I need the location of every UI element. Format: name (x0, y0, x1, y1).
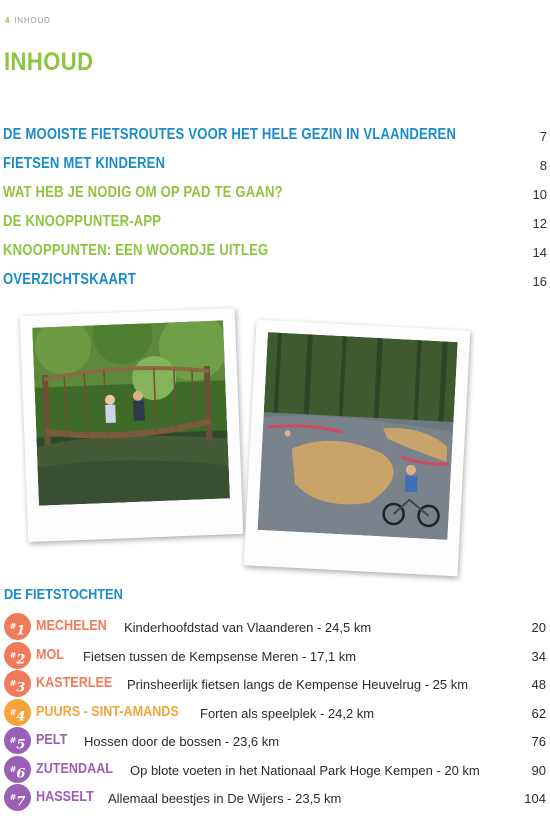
route-number-badge: #7 (4, 784, 31, 811)
route-entry[interactable] (4, 783, 546, 812)
toc-entry-title: OVERZICHTSKAART (3, 271, 136, 288)
route-page: 34 (531, 648, 546, 664)
route-page: 76 (531, 734, 546, 749)
route-description: Forten als speelplek - 24,2 km (200, 705, 375, 721)
running-header (5, 16, 51, 25)
polaroid-photo-pump-track (244, 320, 471, 577)
route-description: Prinsheerlijk fietsen langs de Kempense Heuvelrug - 25 km (127, 677, 469, 692)
toc-entry-title: FIETSEN MET KINDEREN (3, 155, 166, 172)
route-entry[interactable] (4, 641, 546, 670)
toc-entry-title: DE MOOISTE FIETSROUTES VOOR HET HELE GEZIN IN VLAANDEREN (3, 126, 457, 143)
route-page: 90 (531, 762, 546, 778)
route-page: 104 (524, 791, 546, 806)
route-number-badge: #5 (4, 727, 31, 754)
route-city: ZUTENDAAL (36, 759, 113, 777)
toc-entry-page: 8 (539, 158, 547, 173)
header-page-number: 4 (5, 16, 11, 25)
route-list (4, 612, 546, 812)
route-entry[interactable] (4, 612, 546, 641)
route-number-badge: #3 (4, 670, 31, 697)
header-section: INHOUD (14, 16, 51, 25)
toc-entry[interactable] (3, 269, 547, 298)
route-number-badge: #1 (4, 613, 31, 640)
route-description: Kinderhoofdstad van Vlaanderen - 24,5 km (124, 620, 372, 635)
toc-entry-title: KNOOPPUNTEN: EEN WOORDJE UITLEG (3, 242, 269, 259)
photo-forest-bridge (32, 320, 230, 505)
route-description: Fietsen tussen de Kempsense Meren - 17,1 km (83, 648, 357, 664)
photo-pump-track (258, 332, 458, 540)
route-city: KASTERLEE (36, 674, 113, 691)
route-city: MECHELEN (36, 617, 107, 634)
toc-entry[interactable] (3, 124, 547, 153)
toc-entry-title: WAT HEB JE NODIG OM OP PAD TE GAAN? (3, 184, 283, 201)
route-number-badge: #6 (4, 756, 31, 783)
route-page: 62 (531, 705, 546, 721)
route-number-badge: #2 (4, 642, 31, 669)
route-city: MOL (36, 645, 64, 663)
route-city: PUURS - SINT-AMANDS (36, 702, 179, 720)
route-entry[interactable] (4, 755, 546, 784)
page-title: INHOUD (4, 48, 94, 76)
route-page: 20 (531, 620, 546, 635)
toc-entry[interactable] (3, 211, 547, 240)
toc-list (3, 124, 547, 298)
route-city: PELT (36, 731, 68, 748)
route-page: 48 (531, 677, 546, 692)
toc-entry[interactable] (3, 240, 547, 269)
route-entry[interactable] (4, 669, 546, 698)
toc-entry-page: 12 (532, 216, 547, 231)
route-city: HASSELT (36, 788, 94, 805)
toc-entry-page: 14 (532, 245, 547, 260)
toc-entry-page: 7 (539, 129, 547, 144)
toc-entry[interactable] (3, 182, 547, 211)
toc-entry-page: 10 (532, 187, 547, 202)
route-description: Allemaal beestjes in De Wijers - 23,5 km (108, 791, 342, 806)
route-description: Op blote voeten in het Nationaal Park Hoge Kempen - 20 km (130, 762, 480, 778)
route-description: Hossen door de bossen - 23,6 km (84, 734, 280, 749)
section-title: DE FIETSTOCHTEN (4, 586, 123, 603)
polaroid-photo-forest-bridge (20, 308, 244, 542)
route-entry[interactable] (4, 698, 546, 727)
route-entry[interactable] (4, 726, 546, 755)
toc-entry[interactable] (3, 153, 547, 182)
route-number-badge: #4 (4, 699, 31, 726)
toc-entry-title: DE KNOOPPUNTER-APP (3, 213, 162, 230)
toc-entry-page: 16 (532, 274, 547, 289)
